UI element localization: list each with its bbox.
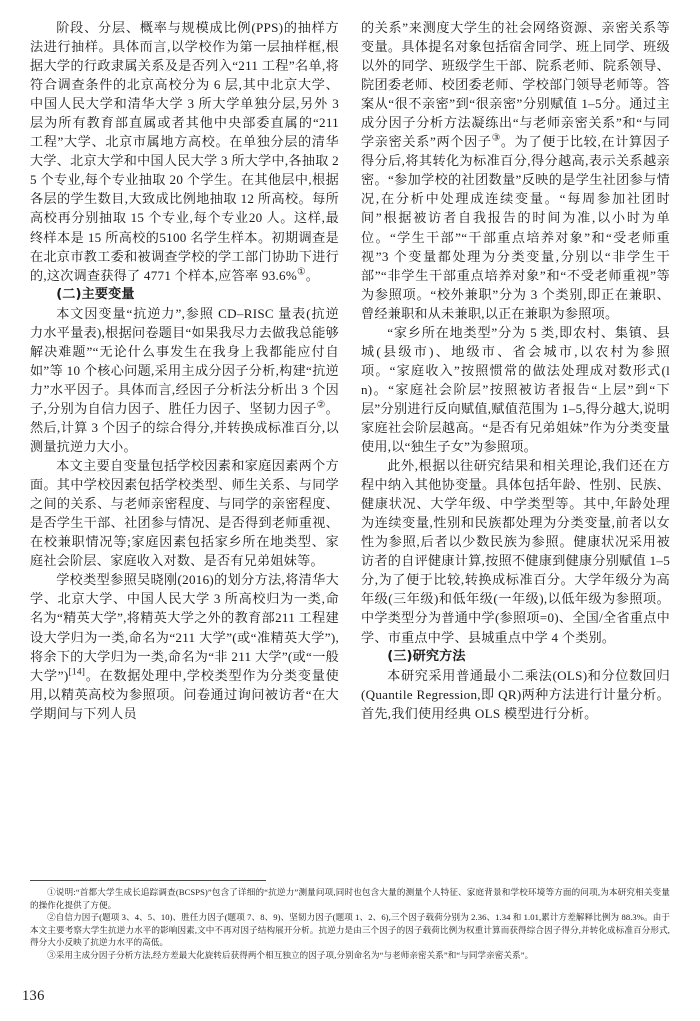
paragraph-school-type [30, 570, 339, 722]
paragraph-network-variables [361, 18, 670, 323]
reference-marker-14: [14] [68, 667, 86, 678]
footnote-text: 采用主成分因子分析方法,经方差最大化旋转后获得两个相互独立的因子项,分别命名为“与老师亲密关系”和“与同学亲密关系”。 [55, 949, 534, 960]
paragraph-text-tail: 。 [305, 267, 320, 283]
footnote-item [30, 911, 670, 949]
paragraph-text: 本文因变量“抗逆力”,参照 CD–RISC 量表(抗逆力水平量表),根据问卷题目“如果我尽力去做我总能够解决难题”“无论什么事发生在我身上我都能应付自如”等 10 个核心问题,采用主成分因子分析,构建“抗逆力”水平因子。具体而言,经因子分析法分析出 3 个因子,分别为自信力因子、胜任力因子、坚韧力因子 [30, 305, 339, 416]
section-heading-methods: (三)研究方法 [387, 648, 466, 664]
footnote-marker: ① [47, 887, 56, 897]
paragraph-text-tail: 。为了便于比较,在计算因子得分后,将其转化为标准百分,得分越高,表示关系越亲密。“参加学校的社团数量”反映的是学生社团参与情况,在分析中处理成连续变量。“每周参加社团时间”根据被访者自我报告的时间为准,以小时为单位。“学生干部”“干部重点培养对象”和“受老师重视”3 个变量都处理为分类变量,分别以“非学生干部”“非学生干部重点培养对象”和“不受老师重视”等为参照项。“校外兼职”分为 3 个类别,即正在兼职、曾经兼职和从未兼职,以正在兼职为参照项。 [361, 134, 670, 321]
footnote-text: 说明:“首都大学生成长追踪调查(BCSPS)”包含了详细的“抗逆力”测量问项,同时也包含大量的测量个人特征、家庭背景和学校环境等方面的问项,为本研究相关变量的操作化提供了方便。 [30, 887, 671, 910]
paragraph-text-tail: 。然后,计算 3 个因子的综合得分,并转换成标准百分,以测量抗逆力大小。 [30, 400, 339, 455]
paragraph-methods-body: 本研究采用普通最小二乘法(OLS)和分位数回归(Quantile Regression,即 QR)两种方法进行计量分析。首先,我们使用经典 OLS 模型进行分析。 [361, 667, 670, 721]
paragraph-sampling-continued [30, 18, 339, 285]
footnote-item [30, 886, 670, 911]
paragraph-family-variables: “家乡所在地类型”分为 5 类,即农村、集镇、县城(县级市)、地级市、省会城市,以农村为参照项。“家庭收入”按照惯常的做法处理成对数形式(ln)。“家庭社会阶层”按照被访者报告“上层”到“下层”分别进行反向赋值,赋值范围为 1–5,得分越大,说明家庭社会阶层越高。“是否有兄弟姐妹”作为分类变量使用,以“独生子女”为参照项。 [361, 324, 670, 455]
right-column [361, 18, 670, 878]
footnote-text: 自信力因子(题项 3、4、5、10)、胜任力因子(题项 7、8、9)、坚韧力因子(题项 1、2、6),三个因子载荷分别为 2.36、1.34 和 1.01,累计方差解释比例为 88.3%。由于本文主要考察大学生抗逆力水平的影响因素,文中不再对因子结构展开分析。抗逆力是由三个因子的因子载荷比例为权重计算而获得综合因子得分,并转化成标准百分形式,得分大小反映了抗逆力水平的高低。 [30, 912, 670, 948]
footnote-separator-rule [30, 880, 266, 881]
footnote-marker-1: ① [297, 267, 306, 278]
footnote-item [30, 949, 670, 962]
paragraph-dependent-variable [30, 304, 339, 456]
page-number: 136 [22, 988, 45, 1004]
footnote-marker-2: ② [316, 400, 326, 411]
footnotes-section [30, 880, 670, 961]
paragraph-covariates: 此外,根据以往研究结果和相关理论,我们还在方程中纳入其他协变量。具体包括年龄、性别、民族、健康状况、大学年级、中学类型等。其中,年龄处理为连续变量,性别和民族都处理为分类变量,前者以女性为参照,后者以少数民族为参照。健康状况采用被访者的自评健康计算,按照不健康到健康分别赋值 1–5 分,为了便于比较,转换成标准百分。大学年级分为高年级(三年级)和低年级(一年级),以低年级为参照项。中学类型分为普通中学(参照项=0)、全国/全省重点中学、市重点中学、县城重点中学 4 个类别。 [361, 458, 670, 645]
paragraph-independent-variables: 本文主要自变量包括学校因素和家庭因素两个方面。其中学校因素包括学校类型、师生关系、与同学之间的关系、与老师亲密程度、与同学的亲密程度、是否学生干部、社团参与情况、是否得到老师重视、在校兼职情况等;家庭因素包括家乡所在地类型、家庭社会阶层、家庭收入对数、是否有兄弟姐妹等。 [30, 458, 339, 569]
footnote-marker: ③ [47, 949, 56, 960]
footnote-marker: ② [47, 912, 56, 923]
left-column [30, 18, 339, 878]
two-column-body [30, 18, 670, 878]
paragraph-text: 的关系”来测度大学生的社会网络资源、亲密关系等变量。具体提名对象包括宿舍同学、班上同学、班级以外的同学、班级学生干部、院系老师、院系领导、院团委老师、校团委老师、学校部门领导老师等。答案从“很不亲密”到“很亲密”分别赋值 1–5分。通过主成分因子分析方法凝练出“与老师亲密关系”和“与同学亲密关系”两个因子 [361, 20, 670, 150]
section-heading-variables: (二)主要变量 [56, 286, 135, 302]
paragraph-text: 阶段、分层、概率与规模成比例(PPS)的抽样方法进行抽样。具体而言,以学校作为第一层抽样框,根据大学的行政隶属关系及是否列入“211 工程”名单,将符合调查条件的北京高校分为 6 层,其中北京大学、中国人民大学和清华大学 3 所大学单独分层,另外 3 层为所有教育部直属或者其他中央部委直属的“211 工程”大学、北京市属地方高校。在单独分层的清华大学、北京大学和中国人民大学 3 所大学中,各抽取 25 个专业,每个专业抽取 20 个学生。在其他层中,根据各层的学生数目,大致成比例地抽取 12 所高校。每所高校再分别抽取 15 个专业,每个专业20 人。这样,最终样本是 15 所高校的5100 名学生样本。初期调查是在北京市教工委和被调查学校的学工部门协助下进行的,这次调查获得了 4771 个样本,应答率 93.6% [30, 20, 339, 283]
paragraph-text: 学校类型参照吴晓刚(2016)的划分方法,将清华大学、北京大学、中国人民大学 3 所高校归为一类,命名为“精英大学”,将精英大学之外的教育部211 工程建设大学归为一类,命名为“211 大学”(或“准精英大学”),将余下的大学归为一类,命名为“非 211 大学”(或“一般大学”) [30, 572, 339, 683]
paragraph-text-tail: 。在数据处理中,学校类型作为分类变量使用,以精英高校为参照项。问卷通过询问被访者“在大学期间与下列人员 [30, 667, 339, 721]
footnote-marker-3: ③ [491, 133, 501, 144]
